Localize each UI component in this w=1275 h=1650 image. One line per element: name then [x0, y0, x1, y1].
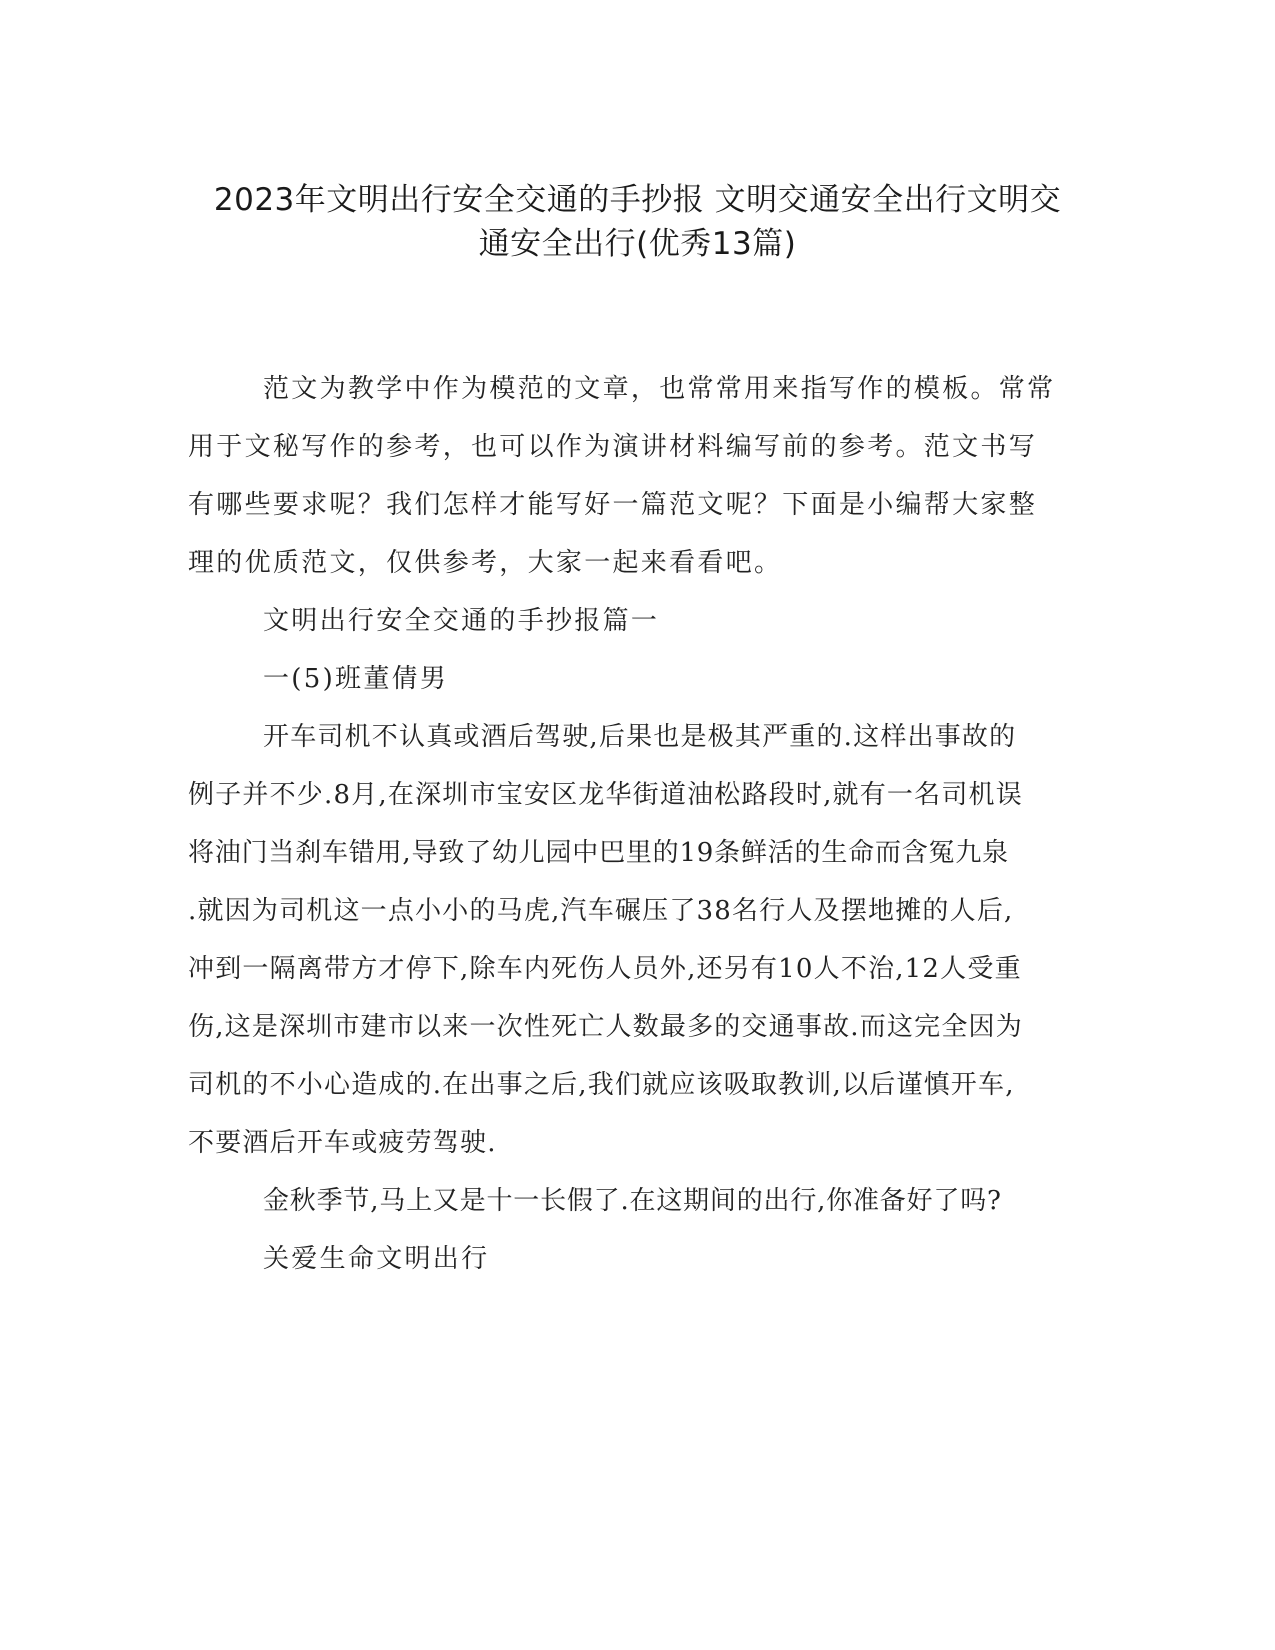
paragraph-line: 伤,这是深圳市建市以来一次性死亡人数最多的交通事故.而这完全因为	[188, 1012, 1023, 1042]
paragraph-line: 理的优质范文，仅供参考，大家一起来看看吧。	[188, 548, 783, 578]
section-heading: 文明出行安全交通的手抄报篇一	[263, 606, 660, 636]
paragraph-line: 将油门当刹车错用,导致了幼儿园中巴里的19条鲜活的生命而含冤九泉	[188, 838, 1009, 868]
document-title	[150, 178, 1125, 266]
paragraph-line: 司机的不小心造成的.在出事之后,我们就应该吸取教训,以后谨慎开车,	[188, 1070, 1015, 1100]
paragraph-line: 有哪些要求呢？我们怎样才能写好一篇范文呢？下面是小编帮大家整	[188, 490, 1038, 520]
title-line-1: 2023年文明出行安全交通的手抄报 文明交通安全出行文明交	[213, 182, 1062, 218]
paragraph-line: 用于文秘写作的参考，也可以作为演讲材料编写前的参考。范文书写	[188, 432, 1038, 462]
paragraph-line: 不要酒后开车或疲劳驾驶.	[188, 1128, 497, 1158]
paragraph-line: 关爱生命文明出行	[263, 1244, 490, 1274]
paragraph-line: 范文为教学中作为模范的文章，也常常用来指写作的模板。常常	[263, 374, 1056, 404]
paragraph-line: 金秋季节,马上又是十一长假了.在这期间的出行,你准备好了吗?	[263, 1186, 1002, 1216]
author-line: 一(5)班董倩男	[263, 664, 449, 694]
title-line-2: 通安全出行(优秀13篇)	[478, 226, 797, 262]
paragraph-line: 例子并不少.8月,在深圳市宝安区龙华街道油松路段时,就有一名司机误	[188, 780, 1023, 810]
paragraph-line: 开车司机不认真或酒后驾驶,后果也是极其严重的.这样出事故的	[263, 722, 1017, 752]
paragraph-line: 冲到一隔离带方才停下,除车内死伤人员外,还另有10人不治,12人受重	[188, 954, 1022, 984]
document-body	[188, 374, 1088, 1302]
paragraph-line: .就因为司机这一点小小的马虎,汽车碾压了38名行人及摆地摊的人后,	[188, 896, 1014, 926]
